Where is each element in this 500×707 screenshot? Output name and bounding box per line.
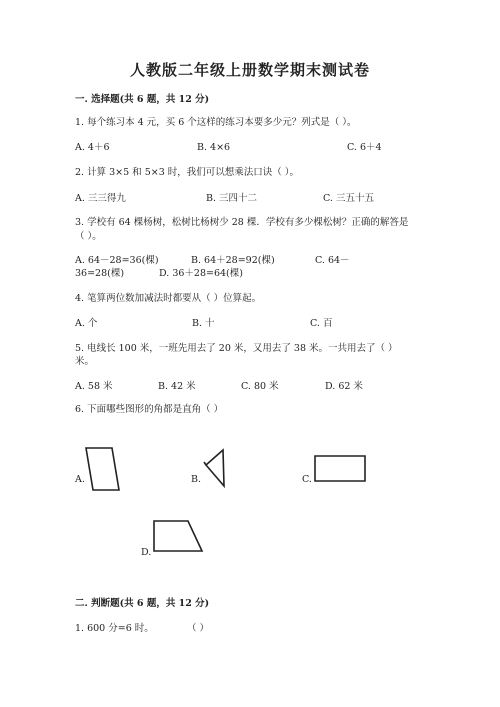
- question-4-stem: 4. 笔算两位数加减法时都要从（ ）位算起。: [75, 293, 262, 304]
- question-3-stem: 3. 学校有 64 棵杨树，松树比杨树少 28 棵．学校有多少棵松树？正确的解答是: [75, 217, 409, 228]
- question-3-option-d: D. 36＋28=64(棵): [159, 268, 243, 279]
- question-3-option-a: A. 64－28=36(棵): [75, 255, 159, 266]
- question-1-option-c: C. 6＋4: [347, 142, 382, 153]
- judgement-1-answer-blank: （ ）: [187, 623, 210, 634]
- question-1-stem: 1. 每个练习本 4 元，买 6 个这样的练习本要多少元？列式是（ ）。: [75, 117, 357, 128]
- question-5-stem-continued: 米。: [75, 356, 95, 367]
- section-heading-choice: 一. 选择题(共 6 题，共 12 分): [75, 94, 210, 105]
- question-5-stem: 5. 电线长 100 米，一班先用去了 20 米，又用去了 38 米。一共用去了（ ）: [75, 343, 398, 354]
- question-6-option-b: B.: [191, 474, 202, 485]
- question-4-option-a: A. 个: [75, 318, 98, 329]
- question-5-option-a: A. 58 米: [75, 381, 113, 392]
- section-heading-judgement: 二. 判断题(共 6 题，共 12 分): [75, 598, 210, 609]
- question-6-option-a: A.: [75, 474, 85, 485]
- question-2-option-c: C. 三五十五: [323, 193, 374, 204]
- question-3-option-c-continued: 36=28(棵): [75, 268, 125, 279]
- question-6-option-d: D.: [141, 547, 152, 558]
- question-5-option-d: D. 62 米: [325, 381, 363, 392]
- question-2-option-b: B. 三四十二: [206, 193, 258, 204]
- judgement-1-stem: 1. 600 分=6 时。: [75, 623, 154, 634]
- question-5-option-c: C. 80 米: [241, 381, 279, 392]
- question-1-option-a: A. 4＋6: [75, 142, 110, 153]
- question-2-stem: 2. 计算 3×5 和 5×3 时，我们可以想乘法口诀（ ）。: [75, 167, 300, 178]
- question-3-option-b: B. 64＋28=92(棵): [191, 255, 275, 266]
- question-3-option-c: C. 64－: [315, 255, 350, 266]
- question-1-option-b: B. 4×6: [197, 142, 231, 153]
- question-6-stem: 6. 下面哪些图形的角都是直角（ ）: [75, 404, 224, 415]
- question-4-option-b: B. 十: [192, 318, 215, 329]
- question-3-stem-blank: （ ）。: [75, 231, 102, 242]
- question-6-option-c: C.: [302, 474, 312, 485]
- question-4-option-c: C. 百: [310, 318, 333, 329]
- page-title: 人教版二年级上册数学期末测试卷: [129, 61, 370, 79]
- trapezoid-shape-d: [154, 521, 202, 551]
- question-5-option-b: B. 42 米: [158, 381, 196, 392]
- question-2-option-a: A. 三三得九: [75, 193, 126, 204]
